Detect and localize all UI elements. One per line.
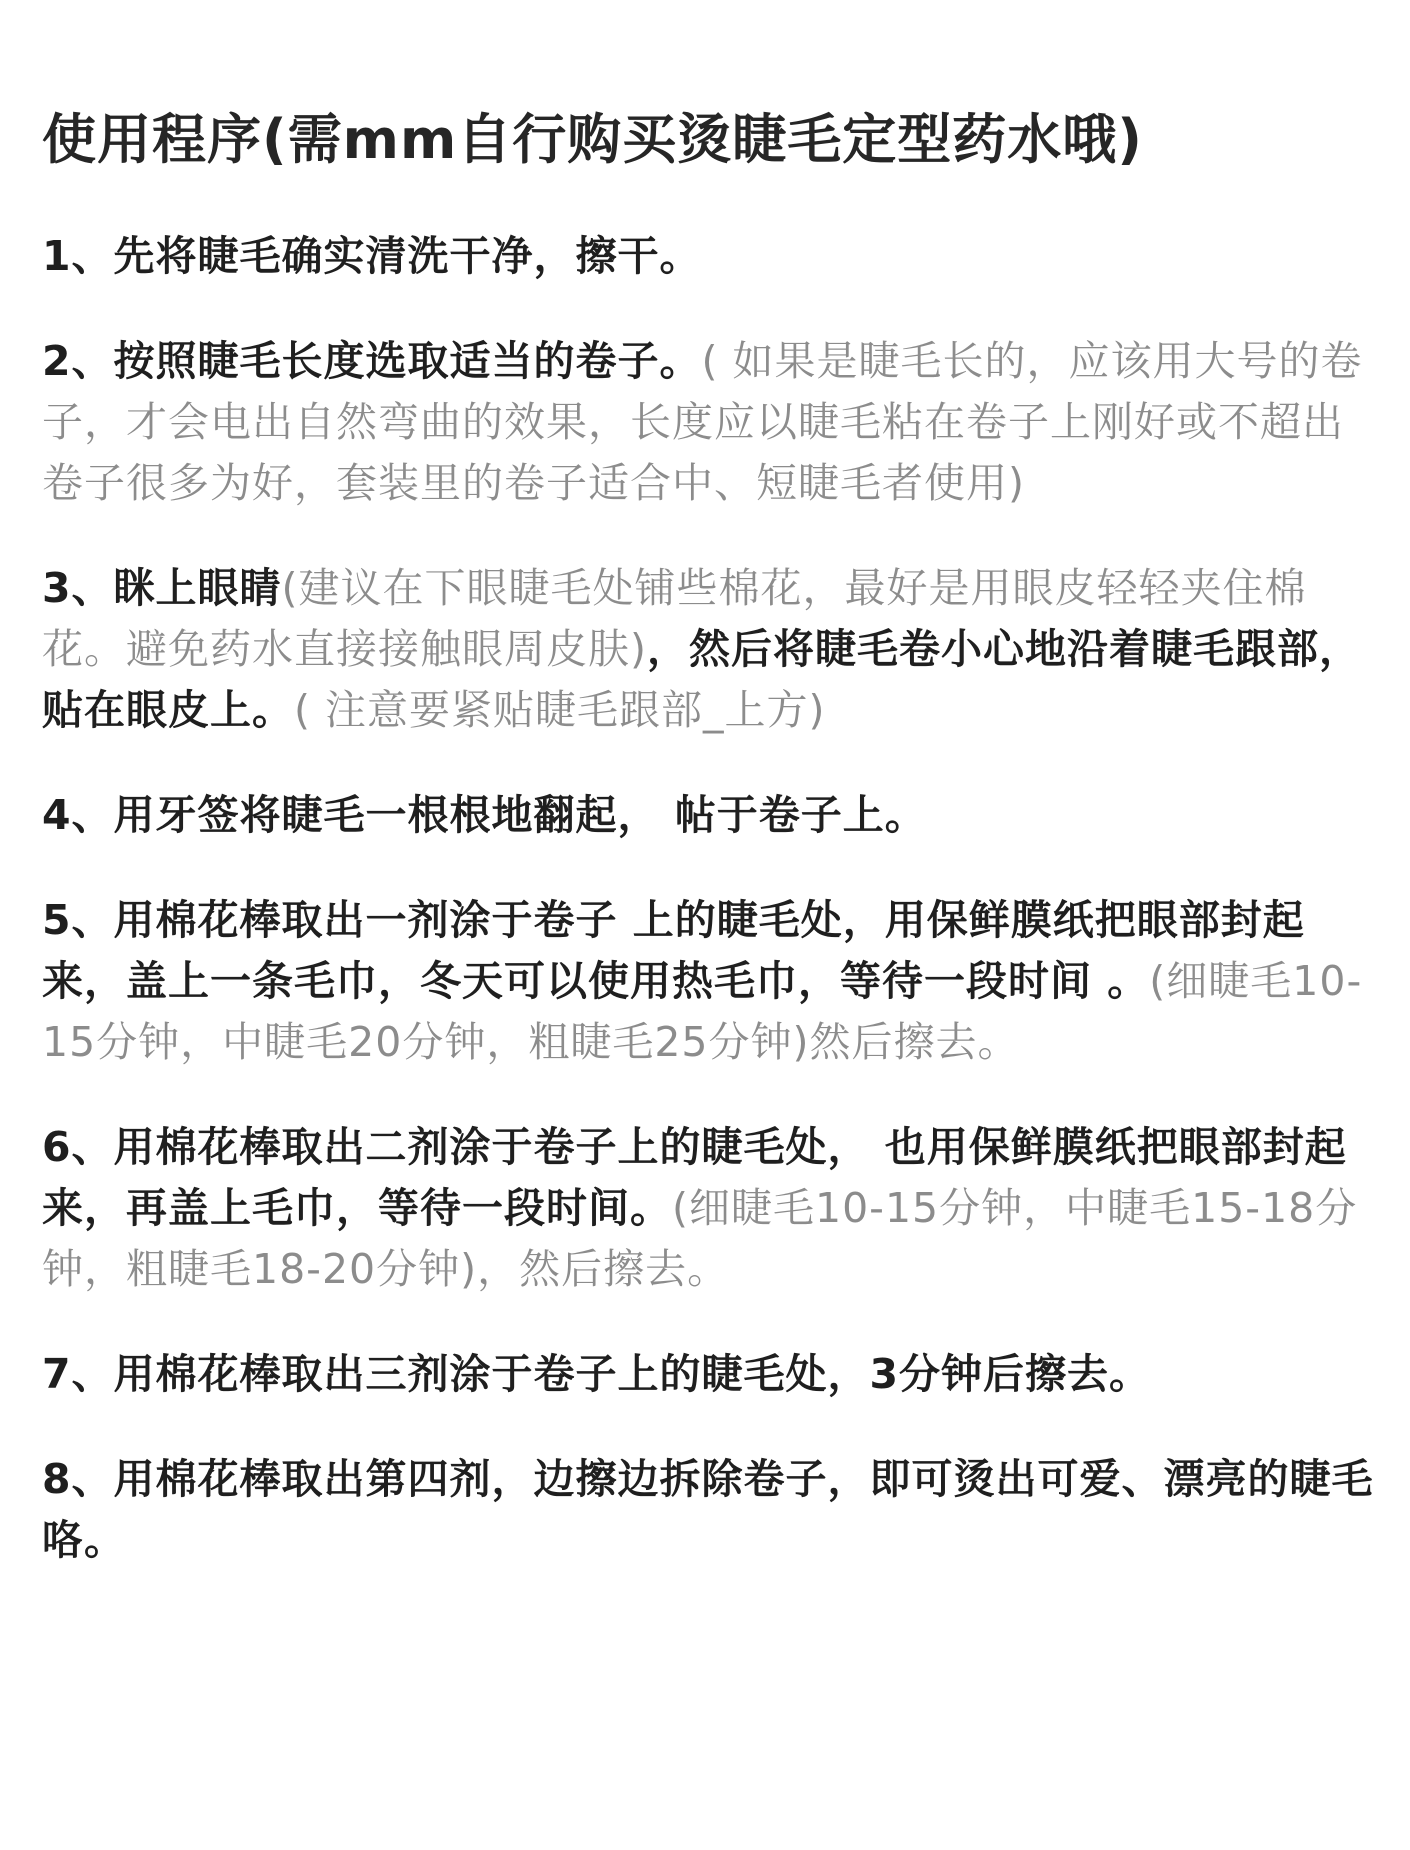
step-3-note: (建议在下眼睫毛处铺些棉花，最好是用眼皮轻轻夹住棉花。避免药水直接接触眼周皮肤) [42, 564, 1307, 673]
step-4 [42, 785, 1382, 846]
step-5-text: 5、用棉花棒取出一剂涂于卷子 上的睫毛处，用保鲜膜纸把眼部封起来，盖上一条毛巾，冬天可以使用热毛巾，等待一段时间 。 [42, 896, 1305, 1005]
page-title: 使用程序(需mm自行购买烫睫毛定型药水哦) [42, 108, 1143, 171]
step-2 [42, 331, 1382, 514]
step-6-text: 6、用棉花棒取出二剂涂于卷子上的睫毛处， 也用保鲜膜纸把眼部封起来，再盖上毛巾，等待一段时间。 [42, 1123, 1347, 1232]
step-3-note-2: ( 注意要紧贴睫毛跟部_上方) [294, 686, 826, 734]
step-2-text: 2、按照睫毛长度选取适当的卷子。 [42, 337, 702, 385]
step-2-note: ( 如果是睫毛长的，应该用大号的卷子，才会电出自然弯曲的效果，长度应以睫毛粘在卷子上刚好或不超出卷子很多为好，套装里的卷子适合中、短睫毛者使用) [42, 337, 1363, 507]
step-8-text: 8、用棉花棒取出第四剂，边擦边拆除卷子，即可烫出可爱、漂亮的睫毛咯。 [42, 1455, 1374, 1564]
step-5 [42, 890, 1382, 1073]
step-6-note: (细睫毛10-15分钟，中睫毛15-18分钟，粗睫毛18-20分钟)，然后擦去。 [42, 1184, 1358, 1293]
step-4-text: 4、用牙签将睫毛一根根地翻起， 帖于卷子上。 [42, 791, 927, 839]
step-1 [42, 226, 1382, 287]
instructions-document [42, 92, 1382, 1571]
step-7-text: 7、用棉花棒取出三剂涂于卷子上的睫毛处，3分钟后擦去。 [42, 1350, 1152, 1398]
step-8 [42, 1449, 1382, 1571]
step-1-text: 1、先将睫毛确实清洗干净，擦干。 [42, 232, 702, 280]
step-6 [42, 1117, 1382, 1300]
step-3 [42, 558, 1382, 741]
step-3-text-cont: ，然后将睫毛卷小心地沿着睫毛跟部，贴在眼皮上。 [42, 625, 1361, 734]
step-5-note: (细睫毛10- 15分钟，中睫毛20分钟，粗睫毛25分钟)然后擦去。 [42, 957, 1363, 1066]
step-7 [42, 1344, 1382, 1405]
step-3-text: 3、眯上眼睛 [42, 564, 282, 612]
